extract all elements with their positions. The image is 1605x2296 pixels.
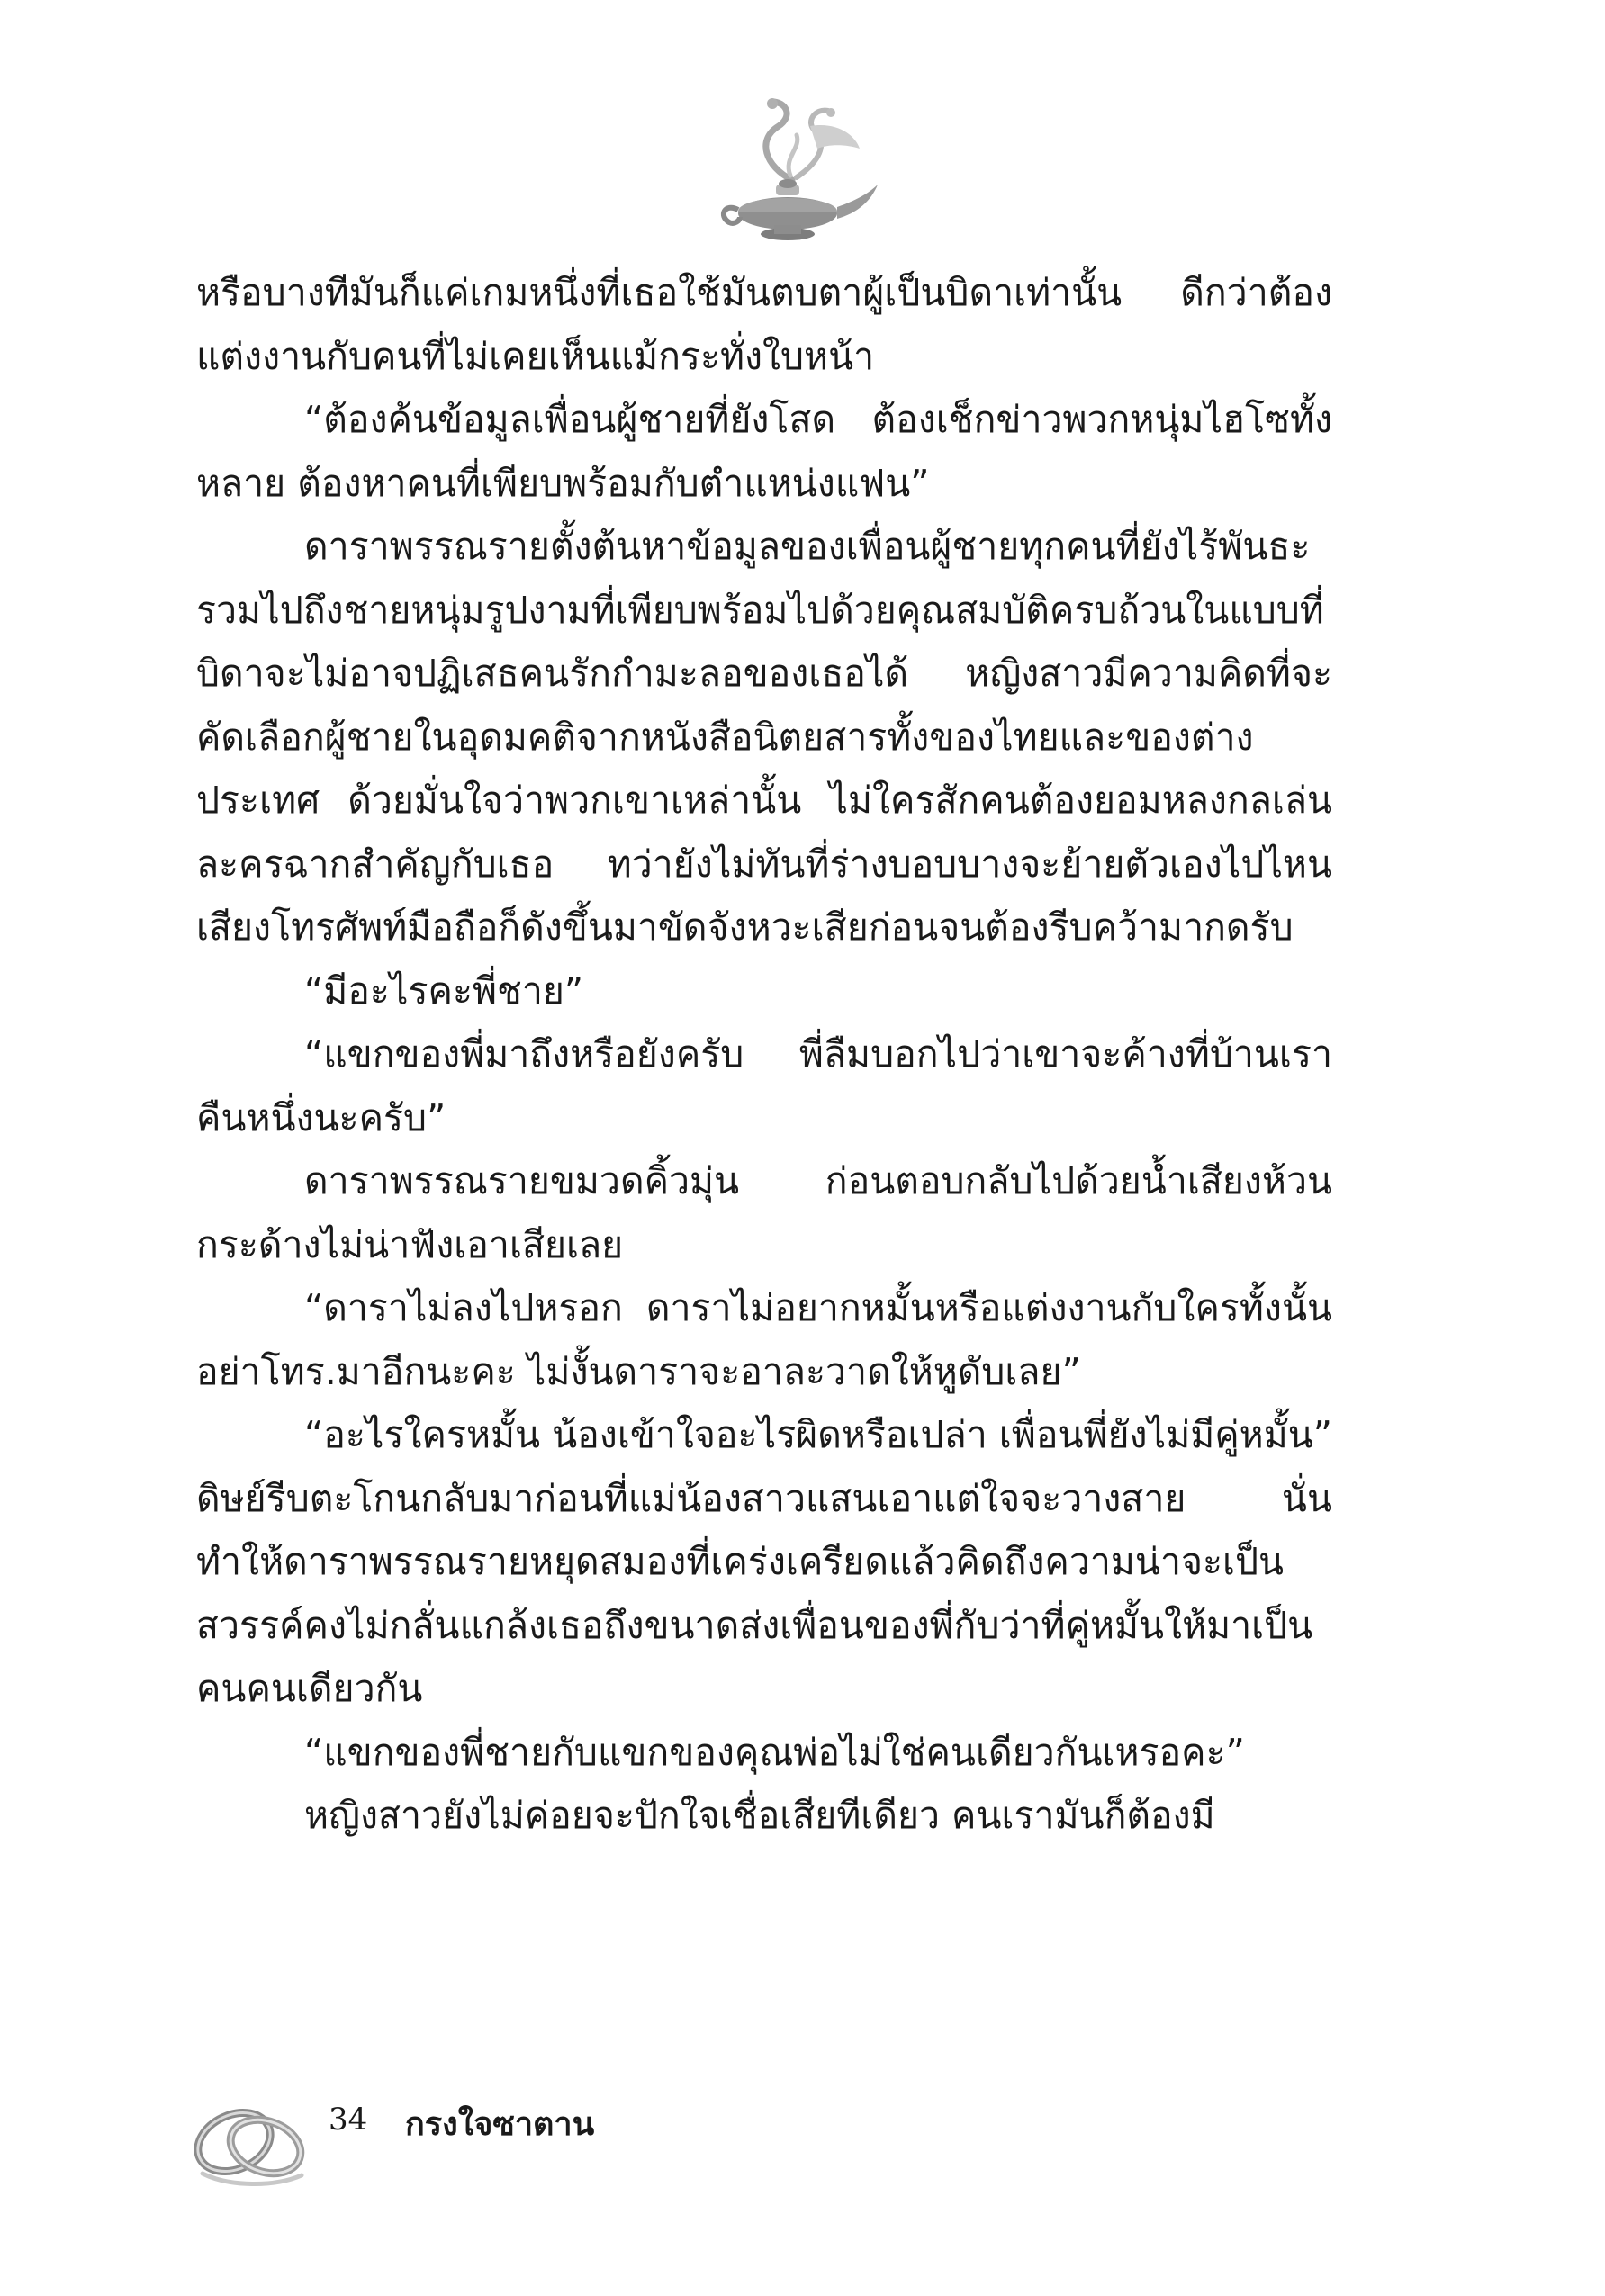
paragraph: “มีอะไรคะพี่ชาย” — [304, 968, 584, 1013]
page-footer — [185, 2075, 815, 2192]
paragraph: “อะไรใครหมั้น น้องเข้าใจอะไรผิดหรือเปล่า เพื่อนพี่ยังไม่มีคู่หมั้น” ดิษย์รีบตะโกนกลับมาก่อนที่แม่น้องสาวแสนเอาแต่ใจจะวางสาย นั่นทำให้ดาราพรรณรายหยุดสมองที่เคร่งเครียดแล้วคิดถึงความน่าจะเป็น สวรรค์คงไม่กลั่นแกล้งเธอถึงขนาดส่งเพื่อนของพี่กับว่าที่คู่หมั้นให้มาเป็นคนคนเดียวกัน — [196, 1413, 1332, 1710]
genie-lamp-icon — [702, 95, 882, 248]
paragraph: ดาราพรรณรายขมวดคิ้วมุ่น ก่อนตอบกลับไปด้วยน้ำเสียงห้วนกระด้างไม่น่าฟังเอาเสียเลย — [196, 1159, 1332, 1266]
paragraph: “แขกของพี่มาถึงหรือยังครับ พี่ลืมบอกไปว่าเขาจะค้างที่บ้านเราคืนหนึ่งนะครับ” — [196, 1032, 1332, 1139]
paragraph: “ดาราไม่ลงไปหรอก ดาราไม่อยากหมั้นหรือแต่งงานกับใครทั้งนั้นอย่าโทร.มาอีกนะคะ ไม่งั้นดาราจะอาละวาดให้หูดับเลย” — [196, 1286, 1332, 1393]
page-number: 34 — [329, 2102, 368, 2138]
paragraph: หญิงสาวยังไม่ค่อยจะปักใจเชื่อเสียทีเดียว คนเรามันก็ต้องมี — [304, 1794, 1215, 1837]
paragraph: “แขกของพี่ชายกับแขกของคุณพ่อไม่ใช่คนเดียวกันเหรอคะ” — [304, 1730, 1245, 1774]
body-text — [196, 261, 1332, 1848]
paragraph: “ต้องค้นข้อมูลเพื่อนผู้ชายที่ยังโสด ต้องเช็กข่าวพวกหนุ่มไฮโซทั้งหลาย ต้องหาคนที่เพียบพร้อมกับตำแหน่งแฟน” — [196, 398, 1332, 505]
book-title: กรงใจซาตาน — [405, 2106, 595, 2143]
paragraph: หรือบางทีมันก็แค่เกมหนึ่งที่เธอใช้มันตบตาผู้เป็นบิดาเท่านั้น ดีกว่าต้องแต่งงานกับคนที่ไม่เคยเห็นแม้กระทั่งใบหน้า — [196, 271, 1332, 378]
paragraph: ดาราพรรณรายตั้งต้นหาข้อมูลของเพื่อนผู้ชายทุกคนที่ยังไร้พันธะรวมไปถึงชายหนุ่มรูปงามที่เพียบพร้อมไปด้วยคุณสมบัติครบถ้วนในแบบที่บิดาจะไม่อาจปฏิเสธคนรักกำมะลอของเธอได้ หญิงสาวมีความคิดที่จะคัดเลือกผู้ชายในอุดมคติจากหนังสือนิตยสารทั้งของไทยและของต่างประเทศ ด้วยมั่นใจว่าพวกเขาเหล่านั้น ไม่ใครสักคนต้องยอมหลงกลเล่นละครฉากสำคัญกับเธอ ทว่ายังไม่ทันที่ร่างบอบบางจะย้ายตัวเองไปไหน เสียงโทรศัพท์มือถือก็ดังขึ้นมาขัดจังหวะเสียก่อนจนต้องรีบคว้ามากดรับ — [196, 525, 1332, 949]
wedding-rings-icon — [185, 2075, 315, 2192]
